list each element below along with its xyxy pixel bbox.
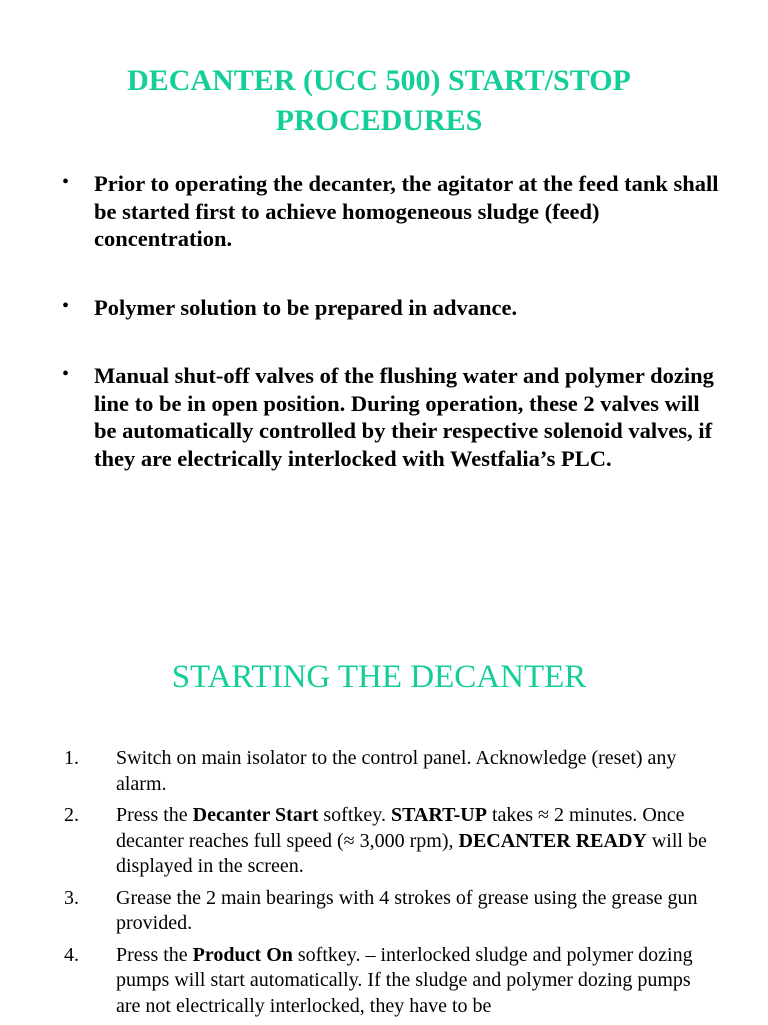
step-text xyxy=(116,944,693,1017)
step-text-run: Press the xyxy=(116,804,193,826)
step-keyword: Decanter Start xyxy=(192,804,319,826)
step-text-run: softkey. xyxy=(318,804,391,826)
step-item xyxy=(64,886,714,937)
steps-list xyxy=(64,746,714,1025)
step-text xyxy=(116,887,698,935)
requirement-valves xyxy=(62,362,722,472)
requirement-agitator xyxy=(62,170,722,253)
step-keyword: START-UP xyxy=(390,804,487,826)
step-number: 1. xyxy=(64,747,79,769)
step-text-run: will be displayed in the screen. xyxy=(116,829,707,877)
step-item xyxy=(64,803,714,880)
bullet-icon: • xyxy=(62,363,70,385)
requirement-text: Polymer solution to be prepared in advance. xyxy=(94,294,518,320)
page-title: DECANTER (UCC 500) START/STOP PROCEDURES xyxy=(127,64,631,137)
step-number: 4. xyxy=(64,943,79,966)
requirements-list xyxy=(62,170,722,513)
requirement-text: Manual shut-off valves of the flushing water and polymer dozing line to be in open position. During operation, these 2 valves will be automatically controlled by their respective solenoid valves, if they are electrically interlocked with Westfalia’s PLC. xyxy=(94,363,714,471)
step-item xyxy=(64,746,714,797)
step-text-run: Switch on main isolator to the control panel. Acknowledge (reset) any alarm. xyxy=(116,747,677,795)
step-item xyxy=(64,943,714,1020)
bullet-icon: • xyxy=(62,171,70,193)
step-text xyxy=(116,747,676,795)
requirement-polymer xyxy=(62,294,722,322)
step-number: 3. xyxy=(64,886,79,909)
step-keyword: Product On xyxy=(192,943,293,966)
step-text-run: softkey. – interlocked sludge and polymer dozing pumps will start automatically. If the sludge and polymer dozing pumps are not electrically interlocked, they have to be xyxy=(116,943,693,1017)
step-text-run: takes ≈ 2 minutes. Once decanter reaches full speed (≈ 3,000 rpm), xyxy=(116,804,685,852)
step-text-run: Grease the 2 main bearings with 4 strokes of grease using the grease gun provided. xyxy=(116,886,698,934)
bullet-icon: • xyxy=(62,294,70,317)
requirement-text: Prior to operating the decanter, the agitator at the feed tank shall be started first to achieve homogeneous sludge (feed) concentration. xyxy=(94,171,719,251)
step-keyword: DECANTER READY xyxy=(458,829,647,852)
step-text-run: Press the xyxy=(116,943,193,966)
section-title: STARTING THE DECANTER xyxy=(171,659,587,695)
step-text xyxy=(116,804,707,877)
step-number: 2. xyxy=(64,804,79,826)
